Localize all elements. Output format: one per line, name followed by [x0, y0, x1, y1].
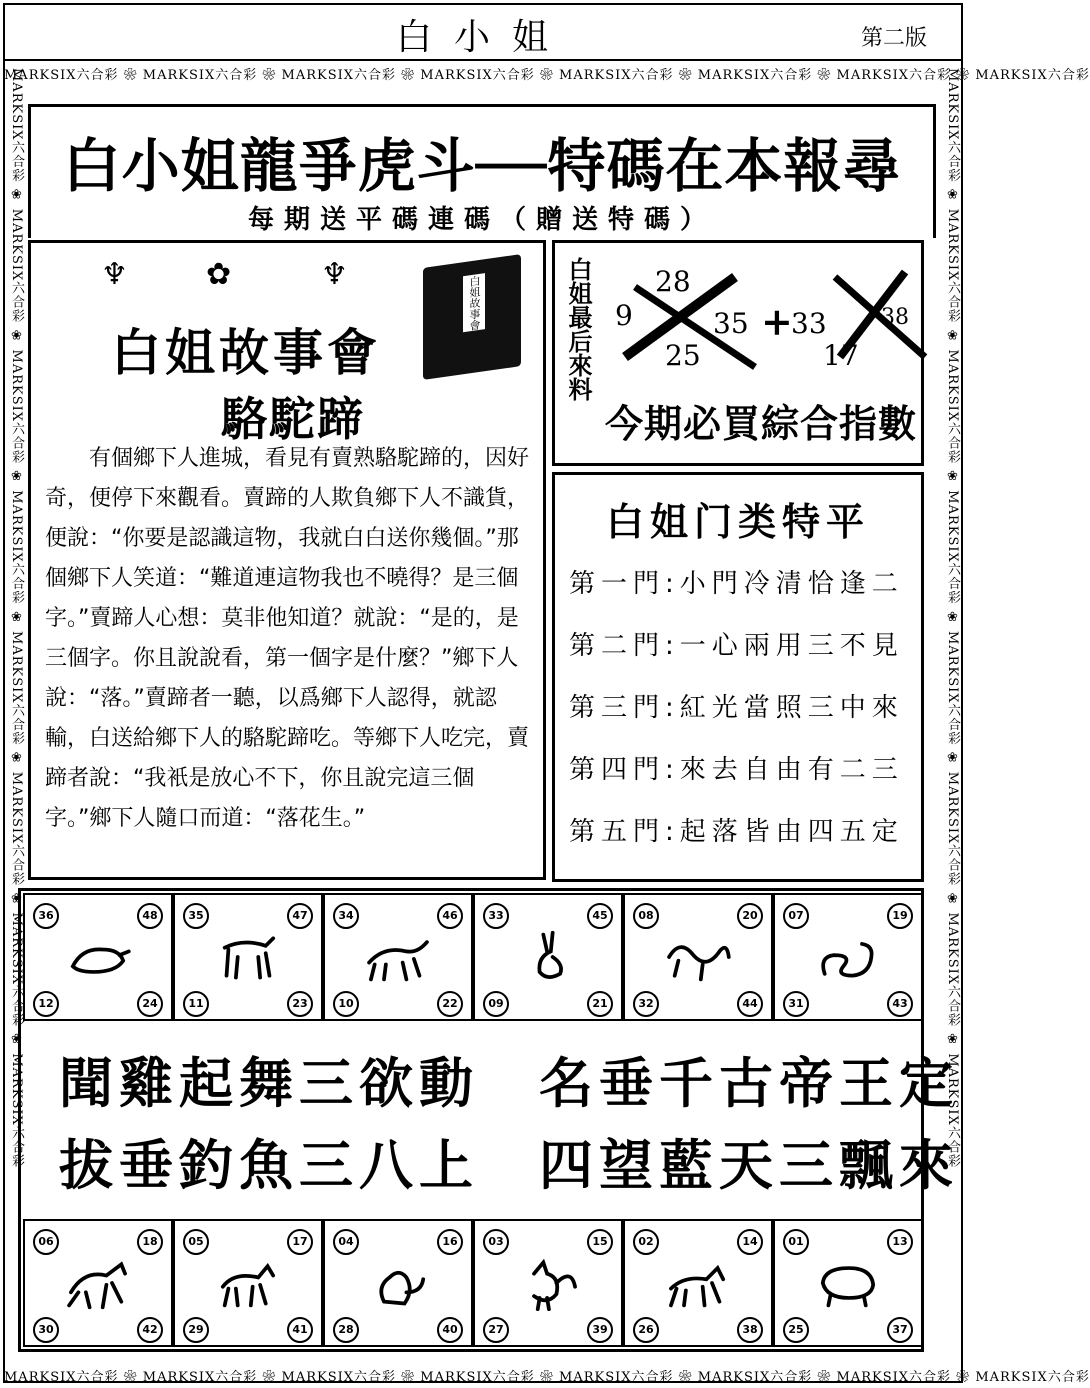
horse-icon [63, 1255, 133, 1311]
tulip-icon: ♆ [101, 257, 128, 292]
goat-icon [213, 1255, 283, 1311]
door-row: 第二門:一心兩用三不見 [569, 631, 904, 661]
zodiac-cell-monkey [323, 1219, 473, 1347]
zodiac-number: 31 [783, 991, 809, 1017]
zodiac-number: 08 [633, 903, 659, 929]
zodiac-number: 21 [587, 991, 613, 1017]
door-row: 第三門:紅光當照三中來 [569, 693, 904, 723]
rooster-icon [513, 1255, 583, 1311]
door-row: 第四門:來去自由有二三 [569, 755, 904, 785]
zodiac-number: 29 [183, 1317, 209, 1343]
edition-label: 第二版 [860, 26, 927, 51]
zodiac-number: 33 [483, 903, 509, 929]
story-body: 有個鄉下人進城，看見有賣熟駱駝蹄的，因好奇，便停下來觀看。賣蹄的人欺負鄉下人不識貨，便說：“你要是認識這物，我就白白送你幾個。”那個鄉下人笑道：“難道連這物我也不曉得？是三個字。”賣蹄人心想：莫非他知道？就說：“是的，是三個字。你且說說看，第一個字是什麼？”鄉下人說：“落。”賣蹄者一聽，以爲鄉下人認得，就認輸，白送給鄉下人的駱駝蹄吃。等鄉下人吃完，賣蹄者說：“我衹是放心不下，你且說完這三個字。”鄉下人隨口而道：“落花生。” [45, 446, 530, 831]
marksix-border-top: MARKSIX六合彩 ❀ MARKSIX六合彩 ❀ MARKSIX六合彩 ❀ MARKSIX六合彩 ❀ MARKSIX六合彩 ❀ MARKSIX六合彩 ❀ MARKSIX六合彩 ❀ MARKSIX六合彩 [4, 68, 1090, 83]
hw-number: 35 [713, 307, 749, 340]
page-header [3, 3, 963, 61]
zodiac-number: 24 [137, 991, 163, 1017]
headline-banner [28, 104, 936, 238]
zodiac-number: 10 [333, 991, 359, 1017]
zodiac-number: 19 [887, 903, 913, 929]
zodiac-number: 43 [887, 991, 913, 1017]
zodiac-number: 06 [33, 1229, 59, 1255]
zodiac-number: 25 [783, 1317, 809, 1343]
zodiac-section [18, 888, 959, 1352]
zodiac-number: 23 [287, 991, 313, 1017]
prediction-section [552, 240, 924, 466]
zodiac-number: 48 [137, 903, 163, 929]
zodiac-cell-horse [23, 1219, 173, 1347]
hw-number: 9 [615, 299, 633, 332]
headline: 白小姐龍爭虎斗──特碼在本報尋 [62, 132, 902, 200]
zodiac-number: 20 [737, 903, 763, 929]
zodiac-number: 32 [633, 991, 659, 1017]
hw-number: 17 [823, 339, 859, 372]
book-icon [423, 254, 521, 380]
zodiac-cell-rat [23, 893, 173, 1021]
door-row: 第一門:小門冷清恰逢二 [569, 569, 904, 599]
zodiac-number: 14 [737, 1229, 763, 1255]
dog-icon [663, 1255, 733, 1311]
hw-number: 25 [665, 339, 701, 372]
zodiac-cell-ox [173, 893, 323, 1021]
story-section [28, 240, 546, 880]
zodiac-cell-pig [773, 1219, 923, 1347]
zodiac-number: 37 [887, 1317, 913, 1343]
zodiac-number: 28 [333, 1317, 359, 1343]
zodiac-cell-rooster [473, 1219, 623, 1347]
zodiac-number: 04 [333, 1229, 359, 1255]
zodiac-number: 12 [33, 991, 59, 1017]
zodiac-number: 41 [287, 1317, 313, 1343]
story-heading: 白姐故事會 [111, 324, 381, 382]
doors-title: 白姐门类特平 [605, 500, 870, 544]
zodiac-number: 17 [287, 1229, 313, 1255]
marksix-border-bottom: MARKSIX六合彩 ❀ MARKSIX六合彩 ❀ MARKSIX六合彩 ❀ MARKSIX六合彩 ❀ MARKSIX六合彩 ❀ MARKSIX六合彩 ❀ MARKSIX六合彩 ❀ MARKSIX六合彩 [4, 1370, 1090, 1385]
tulip-icon: ♆ [321, 257, 348, 292]
verse-line: 聞雞起舞三欲動 名垂千古帝王定 [59, 1052, 959, 1115]
zodiac-number: 02 [633, 1229, 659, 1255]
dragon-icon [663, 929, 733, 985]
flower-icon: ✿ [206, 257, 232, 292]
zodiac-number: 36 [33, 903, 59, 929]
prediction-side-label: 白姐最后來料 [564, 257, 592, 401]
zodiac-cell-rabbit [473, 893, 623, 1021]
subheadline: 每期送平碼連碼（贈送特碼） [247, 205, 716, 235]
zodiac-cell-tiger [323, 893, 473, 1021]
zodiac-number: 34 [333, 903, 359, 929]
zodiac-number: 38 [737, 1317, 763, 1343]
book-label: 白姐故事會 [463, 273, 485, 332]
zodiac-number: 11 [183, 991, 209, 1017]
zodiac-number: 01 [783, 1229, 809, 1255]
hw-number: 38 [881, 305, 909, 330]
zodiac-cell-snake [773, 893, 923, 1021]
zodiac-number: 18 [137, 1229, 163, 1255]
hw-number: 28 [655, 265, 691, 298]
zodiac-number: 15 [587, 1229, 613, 1255]
zodiac-number: 22 [437, 991, 463, 1017]
zodiac-number: 30 [33, 1317, 59, 1343]
zodiac-cell-goat [173, 1219, 323, 1347]
newspaper-title: 白小姐 [395, 17, 570, 58]
zodiac-number: 46 [437, 903, 463, 929]
snake-icon [813, 929, 883, 985]
marksix-border-right: MARKSIX六合彩 ❀ MARKSIX六合彩 ❀ MARKSIX六合彩 ❀ MARKSIX六合彩 ❀ MARKSIX六合彩 ❀ MARKSIX六合彩 ❀ MARKSIX六合彩 ❀ MARKSIX六合彩 [945, 68, 960, 1168]
doors-section [552, 472, 924, 882]
zodiac-number: 39 [587, 1317, 613, 1343]
zodiac-number: 44 [737, 991, 763, 1017]
zodiac-number: 26 [633, 1317, 659, 1343]
door-row: 第五門:起落皆由四五定 [569, 817, 904, 847]
zodiac-number: 09 [483, 991, 509, 1017]
pig-icon [813, 1255, 883, 1311]
tiger-icon [363, 929, 433, 985]
marksix-border-left: MARKSIX六合彩 ❀ MARKSIX六合彩 ❀ MARKSIX六合彩 ❀ MARKSIX六合彩 ❀ MARKSIX六合彩 ❀ MARKSIX六合彩 ❀ MARKSIX六合彩 ❀ MARKSIX六合彩 [9, 68, 24, 1168]
zodiac-cell-dragon [623, 893, 773, 1021]
zodiac-number: 16 [437, 1229, 463, 1255]
rabbit-icon [513, 929, 583, 985]
zodiac-number: 13 [887, 1229, 913, 1255]
zodiac-cell-dog [623, 1219, 773, 1347]
ox-icon [213, 929, 283, 985]
rat-icon [63, 929, 133, 985]
story-title: 駱駝蹄 [221, 392, 365, 446]
prediction-main: 今期必買綜合指數 [605, 402, 918, 446]
zodiac-number: 03 [483, 1229, 509, 1255]
zodiac-number: 27 [483, 1317, 509, 1343]
hw-number: 33 [791, 307, 827, 340]
zodiac-number: 07 [783, 903, 809, 929]
verse-line: 拔垂釣魚三八上 四望藍天三飄來 [59, 1134, 959, 1197]
zodiac-number: 45 [587, 903, 613, 929]
zodiac-number: 05 [183, 1229, 209, 1255]
zodiac-number: 35 [183, 903, 209, 929]
hw-plus: + [761, 299, 793, 344]
zodiac-number: 40 [437, 1317, 463, 1343]
zodiac-number: 47 [287, 903, 313, 929]
zodiac-number: 42 [137, 1317, 163, 1343]
monkey-icon [363, 1255, 433, 1311]
